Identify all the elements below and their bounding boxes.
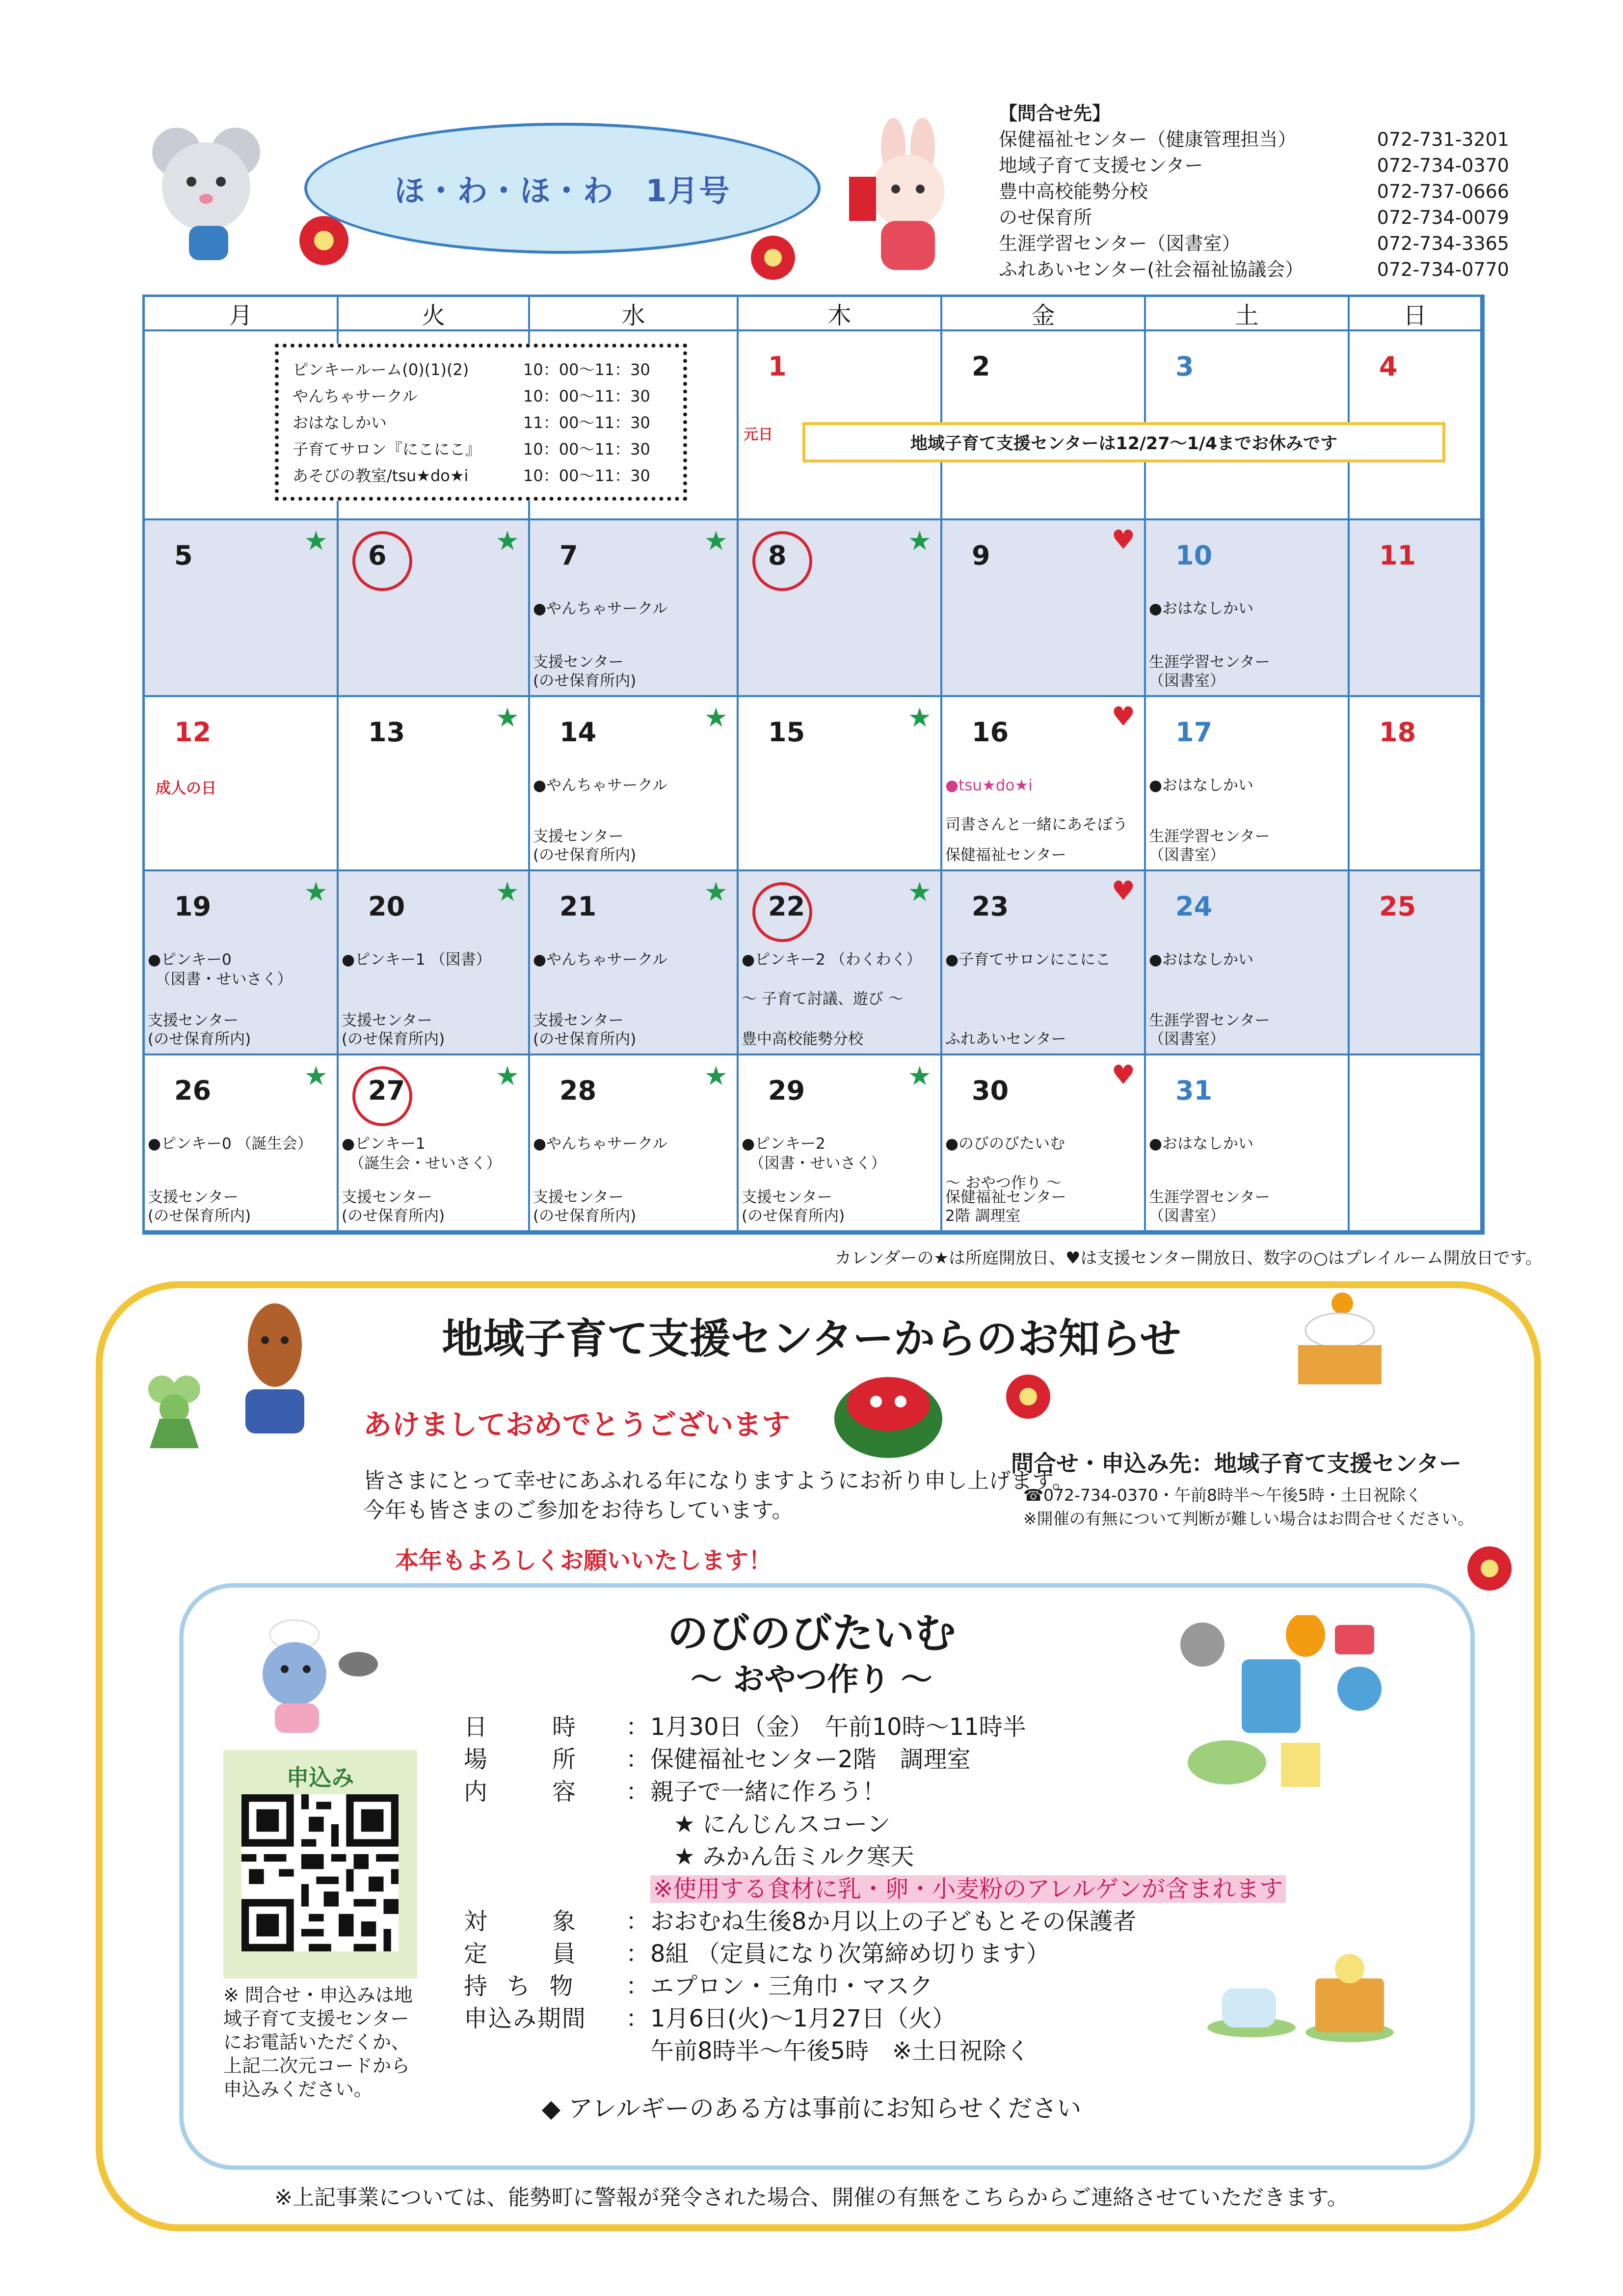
day-event-detail: 司書さんと一緒にあそぼう [945,816,1128,834]
weekday-header: 金 [942,297,1146,331]
day-number[interactable]: 2 [972,351,990,382]
detail-label: 申込み期間 [464,2005,587,2032]
calendar-cell [339,871,530,1055]
day-location: 支援センター (のせ保育所内) [148,1012,251,1048]
greeting-body-1: 皆さまにとって幸せにあふれる年になりますようにお祈り申し上げます。 [363,1468,1074,1493]
day-location: 支援センター (のせ保育所内) [342,1189,445,1225]
day-number[interactable]: 23 [972,891,1009,922]
star-icon: ★ [907,876,931,907]
schedule-time: 10：00～11：30 [523,360,650,379]
day-location: 支援センター (のせ保育所内) [533,1012,637,1048]
day-event: ●やんちゃサークル [533,1135,668,1153]
calendar-cell [942,871,1146,1055]
calendar-legend: カレンダーの★は所庭開放日、♥は支援センター開放日、数字の○はプレイルーム開放日です。 [834,1248,1542,1268]
schedule-name: ピンキールーム(0)(1)(2) [293,360,469,379]
contact-tel[interactable]: 072-731-3201 [1377,129,1509,150]
contact-name: 豊中高校能勢分校 [999,181,1148,202]
day-number[interactable]: 14 [559,717,597,748]
day-number[interactable]: 16 [972,717,1009,748]
day-number[interactable]: 25 [1379,891,1416,922]
calendar-cell [530,871,739,1055]
heart-icon: ♥ [1111,875,1135,906]
day-number[interactable]: 4 [1379,351,1398,382]
flower-icon [1001,1370,1055,1424]
schedule-time: 10：00～11：30 [523,440,650,459]
day-location: 生涯学習センター （図書室） [1149,1189,1270,1225]
star-icon: ★ [907,702,931,733]
calendar-cell [1146,1055,1350,1232]
contact-row [999,257,1509,283]
detail-row [464,2035,1470,2067]
detail-label: 定 員 [464,1940,582,1968]
closed-notice: 地域子育て支援センターは12/27～1/4までお休みです [802,422,1445,462]
day-number[interactable]: 8 [768,540,787,571]
day-location: 生涯学習センター （図書室） [1149,653,1270,690]
weekday-header: 土 [1146,297,1350,331]
schedule-time: 11：00～11：30 [523,413,650,432]
star-icon: ★ [704,525,728,556]
day-number[interactable]: 15 [768,717,805,748]
calendar-cell [530,520,739,697]
flower-icon [746,231,800,285]
contact-row [999,179,1509,205]
heart-icon: ♥ [1111,524,1135,555]
schedule-name: やんちゃサークル [293,387,418,405]
event-details [464,1711,1470,2067]
weekday-header: 火 [339,297,530,331]
detail-row [464,1970,1470,2002]
day-number[interactable]: 27 [368,1075,405,1106]
calendar-cell [1350,1055,1482,1232]
detail-value [650,1873,1470,1905]
calendar-cell [942,520,1146,697]
detail-value: 親子で一緒に作ろう！ [650,1778,886,1806]
day-location: 保健福祉センター 2階 調理室 [945,1189,1066,1225]
calendar-cell [942,697,1146,871]
day-event: ●おはなしかい [1149,951,1254,969]
contact-name: ふれあいセンター(社会福祉協議会） [999,259,1304,280]
detail-colon [626,2035,650,2067]
detail-colon [626,1840,650,1873]
rabbit-illustration [834,118,982,280]
apply-label: 申込み [286,1764,354,1791]
day-event: ●tsu★do★i [945,777,1033,794]
day-location: 支援センター (のせ保育所内) [533,828,637,864]
contact-tel[interactable]: 072-737-0666 [1377,181,1509,202]
schedule-time: 10：00～11：30 [523,387,650,405]
day-event: ●ピンキー2 （図書・せいさく） [742,1135,886,1172]
allergen-warning: ※使用する食材に乳・卵・小麦粉のアレルゲンが含まれます [650,1875,1286,1903]
contact-name: のせ保育所 [999,207,1092,228]
calendar-cell [739,697,942,871]
detail-row [464,1873,1470,1905]
day-event: ●子育てサロンにこにこ [945,951,1111,969]
contact-tel[interactable]: 072-734-3365 [1377,233,1509,254]
mouse-illustration [142,113,270,270]
schedule-row [293,436,669,462]
detail-value: 1月6日(火)～1月27日（火） [650,2005,956,2032]
contact-tel[interactable]: 072-734-0079 [1377,207,1509,228]
detail-value: 1月30日（金） 午前10時～11時半 [650,1713,1026,1741]
detail-colon: ： [626,1778,650,1806]
schedule-row [293,462,669,489]
day-number[interactable]: 9 [972,540,990,571]
schedule-row [293,383,669,409]
day-event: ●ピンキー0 （誕生会） [148,1135,313,1153]
detail-row [464,1808,1470,1840]
detail-label [464,1840,626,1873]
calendar-cell [1146,697,1350,871]
detail-colon: ： [626,1972,650,2000]
holiday-label: 成人の日 [156,780,216,797]
detail-colon [626,1873,650,1905]
contact-name: 保健福祉センター（健康管理担当） [999,129,1297,150]
flower-icon [1463,1541,1517,1595]
day-number[interactable]: 20 [368,891,405,922]
day-event: ●ピンキー1 （図書） [342,951,491,969]
detail-label: 日 時 [464,1713,582,1741]
calendar-cell [145,697,339,871]
day-number[interactable]: 19 [174,891,212,922]
footer-note: ※上記事業については、能勢町に警報が発令された場合、開催の有無をこちらからご連絡させていただきます。 [274,2185,1349,2210]
detail-colon: ： [626,2005,650,2032]
day-location: 支援センター (のせ保育所内) [342,1012,445,1048]
qr-code-icon[interactable] [241,1794,399,1951]
calendar-cell [739,1055,942,1232]
contact-list [999,101,1509,283]
star-icon: ★ [704,876,728,907]
day-number[interactable]: 1 [768,351,787,382]
detail-label [464,2035,626,2067]
day-number[interactable]: 21 [559,891,597,922]
calendar-cell [1350,697,1482,871]
detail-row [464,1938,1470,1970]
calendar-cell [1350,871,1482,1055]
calendar-cell [1350,520,1482,697]
star-icon: ★ [495,525,519,556]
elephant-chef-illustration [240,1615,388,1743]
day-location: 豊中高校能勢分校 [742,1030,863,1048]
day-number[interactable]: 5 [174,540,193,571]
day-event: ●おはなしかい [1149,777,1254,794]
detail-colon: ： [626,1940,650,1968]
kagamimochi-illustration [1286,1291,1394,1389]
greeting-closing: 本年もよろしくお願いいたします！ [395,1547,772,1574]
star-icon: ★ [495,702,519,733]
day-location: 保健福祉センター [945,846,1066,864]
day-location: 生涯学習センター （図書室） [1149,828,1270,864]
detail-value: エプロン・三角巾・マスク [650,1972,933,2000]
day-number[interactable]: 31 [1175,1075,1213,1106]
day-location: 支援センター (のせ保育所内) [148,1189,251,1225]
schedule-name: おはなしかい [293,413,387,432]
day-number[interactable]: 29 [768,1075,805,1106]
calendar-cell [739,520,942,697]
day-event-detail: ～ 子育て討議、遊び ～ [742,990,904,1008]
day-number[interactable]: 12 [174,717,212,748]
day-number[interactable]: 13 [368,717,405,748]
day-location: 支援センター (のせ保育所内) [533,1189,637,1225]
star-icon: ★ [304,1060,328,1091]
calendar-cell [339,1055,530,1232]
kadomatsu-illustration [140,1365,209,1453]
contact-tel[interactable]: 072-734-0370 [1377,155,1509,176]
calendar-cell [1146,520,1350,697]
day-number[interactable]: 11 [1379,540,1416,571]
day-number[interactable]: 26 [174,1075,212,1106]
detail-row [464,1776,1470,1808]
new-year-label: 元日 [744,426,773,443]
day-event: ●ピンキー2 （わくわく） [742,951,922,969]
day-number[interactable]: 18 [1379,717,1416,748]
day-event: ●やんちゃサークル [533,951,668,969]
calendar-cell [1146,871,1350,1055]
allergy-note: ◆ アレルギーのある方は事前にお知らせください [541,2094,1082,2123]
star-icon: ★ [304,525,328,556]
day-location: 生涯学習センター （図書室） [1149,1012,1270,1048]
day-number[interactable]: 10 [1175,540,1213,571]
day-event: ●ピンキー0 （図書・せいさく） [148,951,293,988]
contact-row [999,127,1509,153]
detail-value: 午前8時半～午後5時 ※土日祝除く [650,2037,1030,2065]
schedule-row [293,409,669,436]
newsletter-title: ほ・わ・ほ・わ 1月号 [304,123,821,254]
schedule-box [275,344,687,501]
heart-icon: ♥ [1111,701,1135,732]
new-year-greeting: あけましておめでとうございます [363,1408,791,1441]
star-icon: ★ [495,1060,519,1091]
day-location: 支援センター (のせ保育所内) [742,1189,845,1225]
day-number[interactable]: 6 [368,540,387,571]
star-icon: ★ [704,702,728,733]
greeting-body-2: 今年も皆さまのご参加をお待ちしています。 [363,1498,794,1523]
weekday-header: 日 [1350,297,1482,331]
day-event: ●おはなしかい [1149,1135,1254,1153]
schedule-name: あそびの教室/tsu★do★i [293,466,469,485]
notice-title: 地域子育て支援センターからのお知らせ [442,1315,1181,1363]
detail-colon: ： [626,1908,650,1935]
calendar-cell [530,1055,739,1232]
contact-name: 生涯学習センター（図書室） [999,233,1241,254]
star-icon: ★ [495,876,519,907]
detail-label: 対 象 [464,1908,582,1935]
day-number[interactable]: 30 [972,1075,1009,1106]
calendar-cell [145,871,339,1055]
detail-value: 8組 （定員になり次第締め切ります） [650,1940,1050,1968]
weekday-header: 木 [739,297,942,331]
detail-row [464,1840,1470,1873]
day-event: ●やんちゃサークル [533,777,668,794]
detail-label [464,1873,626,1905]
event-title: のびのびたいむ [667,1609,956,1657]
calendar-cell [942,1055,1146,1232]
detail-label: 持 ち 物 [464,1972,579,2000]
weekday-header: 月 [145,297,339,331]
day-number[interactable]: 24 [1175,891,1213,922]
detail-label: 場 所 [464,1746,582,1773]
schedule-time: 10：00～11：30 [523,466,650,485]
schedule-name: 子育てサロン『にこにこ』 [293,440,481,459]
detail-label: 内 容 [464,1778,582,1806]
calendar-cell [530,697,739,871]
calendar-cell [339,697,530,871]
day-event: ●のびのびたいむ [945,1135,1065,1153]
contact-row [999,205,1509,231]
day-number[interactable]: 22 [768,891,805,922]
star-icon: ★ [907,525,931,556]
calendar-cell [339,520,530,697]
star-icon: ★ [304,876,328,907]
detail-value: ★ みかん缶ミルク寒天 [650,1843,914,1870]
inquiry-title: 問合せ・申込み先：地域子育て支援センター [1011,1450,1462,1477]
detail-row [464,1743,1470,1776]
horse-illustration [226,1296,324,1443]
lion-dance-illustration [825,1365,952,1468]
contact-row [999,231,1509,257]
detail-row [464,1905,1470,1938]
calendar-cell [145,1055,339,1232]
contact-heading: 【問合せ先】 [999,103,1111,124]
detail-colon: ： [626,1713,650,1741]
contact-tel[interactable]: 072-734-0770 [1377,259,1509,280]
star-icon: ★ [907,1060,931,1091]
inquiry-tel[interactable]: ☎072-734-0370・午前8時半～午後5時・土日祝除く [1023,1486,1422,1505]
star-icon: ★ [704,1060,728,1091]
day-location: ふれあいセンター [945,1030,1066,1048]
day-event: ●やんちゃサークル [533,600,668,618]
weekday-header: 水 [530,297,739,331]
day-number[interactable]: 3 [1175,351,1194,382]
schedule-row [293,356,669,383]
detail-value: ★ にんじんスコーン [650,1810,891,1838]
day-location: 支援センター (のせ保育所内) [533,653,637,690]
detail-row [464,2002,1470,2035]
detail-label [464,1808,626,1840]
apply-note: ※ 問合せ・申込みは地域子育て支援センターにお電話いただくか、上記二次元コードから申込みください。 [223,1984,413,2100]
inquiry-note: ※開催の有無について判断が難しい場合はお問合せください。 [1023,1509,1474,1528]
detail-row [464,1711,1470,1743]
day-event: ●おはなしかい [1149,600,1254,618]
detail-value: おおむね生後8か月以上の子どもとその保護者 [650,1908,1137,1935]
detail-colon: ： [626,1746,650,1773]
calendar-cell [739,871,942,1055]
contact-row [999,153,1509,179]
day-number[interactable]: 28 [559,1075,597,1106]
calendar-cell [145,520,339,697]
detail-colon [626,1808,650,1840]
day-number[interactable]: 17 [1175,717,1213,748]
day-event-detail: ～ おやつ作り ～ [945,1174,1062,1192]
contact-name: 地域子育て支援センター [999,155,1203,176]
day-number[interactable]: 7 [559,540,578,571]
day-event: ●ピンキー1 （誕生会・せいさく） [342,1135,502,1172]
detail-value: 保健福祉センター2階 調理室 [650,1746,971,1773]
heart-icon: ♥ [1111,1059,1135,1090]
event-subtitle: ～ おやつ作り ～ [691,1662,932,1698]
